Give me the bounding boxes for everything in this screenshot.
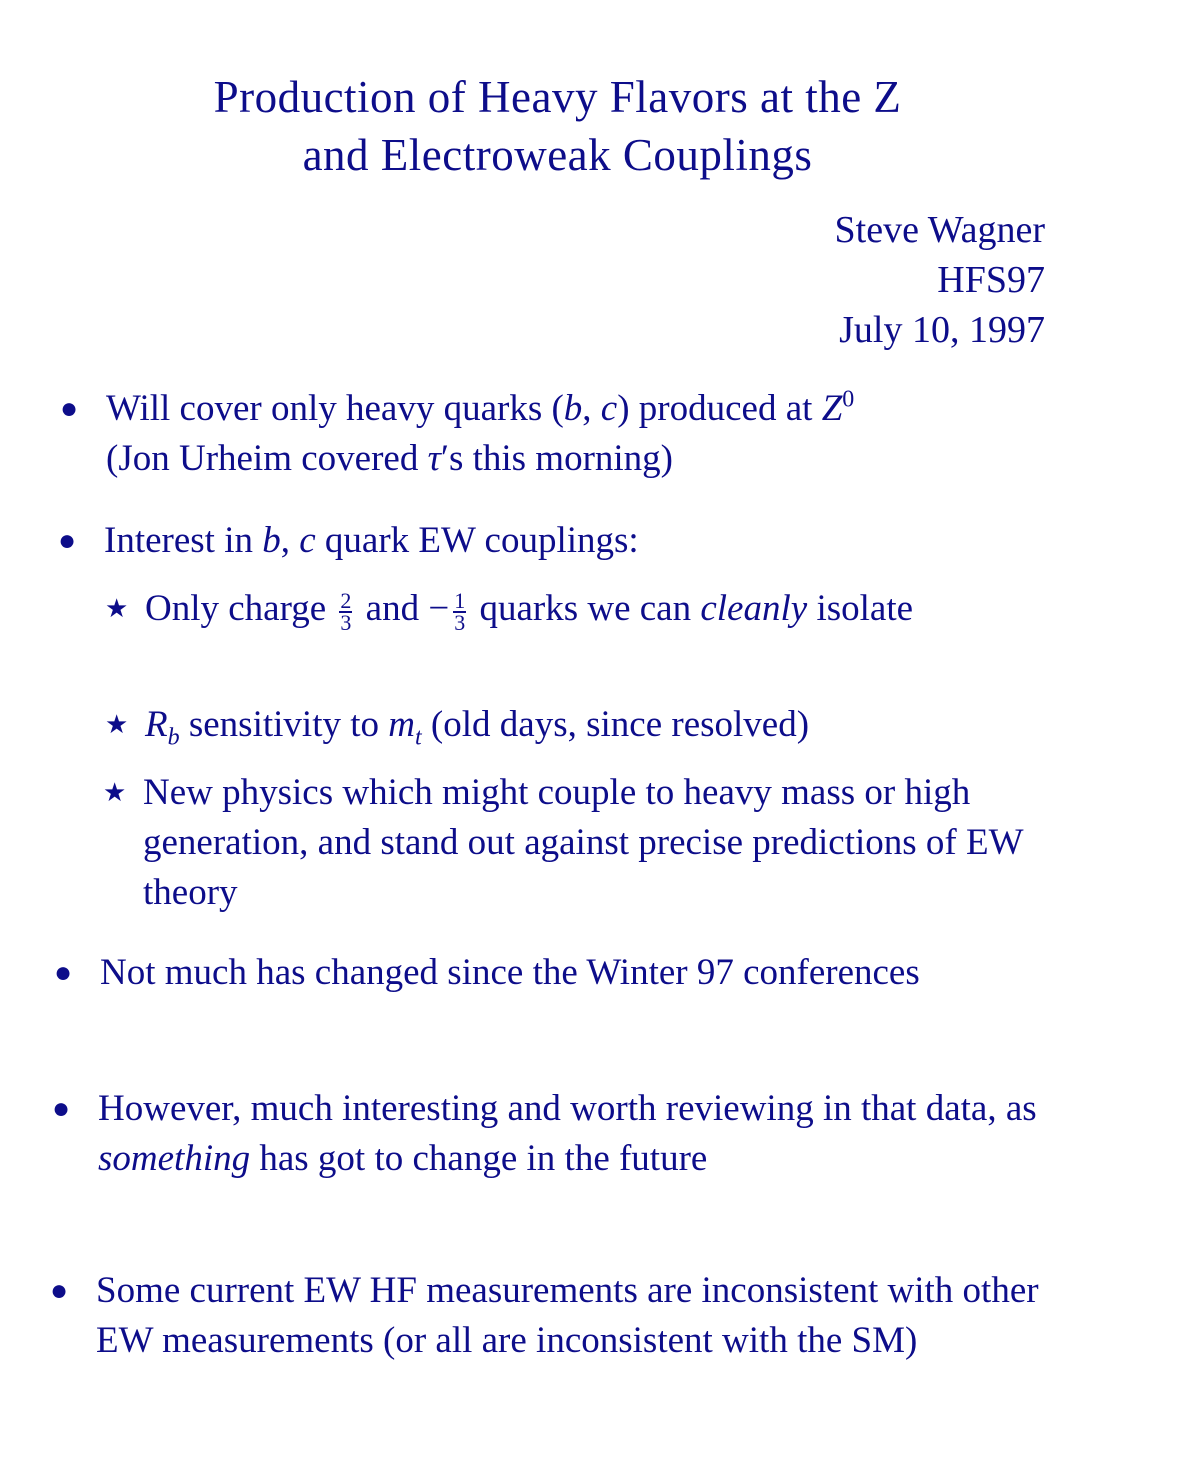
bullet-text: ) produced at	[617, 388, 822, 429]
math-m: m	[388, 704, 415, 745]
bullet-text: (Jon Urheim covered	[106, 438, 428, 479]
subbullet-new-physics	[103, 768, 1048, 918]
talk-date: July 10, 1997	[839, 309, 1045, 351]
fraction-denominator: 3	[340, 609, 352, 635]
bullet-heavy-quarks	[60, 384, 1066, 484]
bullet-dot-icon: ●	[58, 524, 77, 557]
bullet-interest	[58, 516, 1064, 566]
bullet-text: However, much interesting and worth reviewing in that data, as	[98, 1088, 1037, 1129]
bullet-text: Will cover only heavy quarks (	[106, 388, 564, 429]
star-bullet-icon: ★	[105, 594, 129, 623]
author-block	[835, 205, 1045, 355]
math-c: c	[299, 520, 316, 561]
bullet-dot-icon: ●	[60, 392, 79, 425]
bullet-text: Not much has changed since the Winter 97 conferences	[100, 952, 920, 993]
fraction-denominator: 3	[454, 609, 466, 635]
math-z-superscript: 0	[842, 386, 855, 413]
subbullet-text: sensitivity to	[179, 704, 389, 745]
subbullet-text: isolate	[807, 588, 914, 629]
fraction-numerator: 2	[340, 587, 352, 613]
star-bullet-icon: ★	[105, 710, 129, 739]
title-line-1: Production of Heavy Flavors at the Z	[213, 72, 902, 122]
fraction-two-thirds	[339, 587, 352, 635]
math-z: Z	[821, 388, 843, 429]
math-comma: ,	[582, 388, 601, 429]
math-b: b	[262, 520, 281, 561]
event-name: HFS97	[937, 259, 1045, 301]
math-comma: ,	[280, 520, 300, 561]
math-c: c	[600, 388, 618, 429]
subbullet-rb	[105, 700, 1050, 751]
bullet-dot-icon: ●	[54, 956, 73, 989]
subbullet-text: and −	[356, 588, 450, 629]
bullet-not-much-changed	[54, 948, 1050, 998]
subbullet-text: Only charge	[145, 588, 336, 629]
fraction-one-third	[453, 587, 466, 635]
math-r-subscript: b	[167, 724, 180, 751]
title-line-2: and Electroweak Couplings	[302, 130, 813, 180]
math-b: b	[563, 388, 583, 429]
bullet-text: has got to change in the future	[250, 1138, 708, 1179]
bullet-inconsistent	[50, 1266, 1046, 1366]
emphasis-something: something	[98, 1138, 251, 1179]
bullet-text: Interest in	[104, 520, 263, 561]
star-bullet-icon: ★	[103, 778, 127, 807]
emphasis-cleanly: cleanly	[700, 588, 808, 629]
subbullet-text: quarks we can	[470, 588, 701, 629]
bullet-dot-icon: ●	[50, 1274, 69, 1307]
bullet-dot-icon: ●	[52, 1092, 71, 1125]
author-name: Steve Wagner	[834, 209, 1045, 251]
math-prime: ′	[440, 438, 449, 479]
bullet-however	[52, 1084, 1048, 1184]
subbullet-charge	[105, 584, 1050, 635]
subbullet-text: (old days, since resolved)	[421, 704, 810, 745]
math-m-subscript: t	[415, 724, 422, 751]
math-r: R	[145, 704, 168, 745]
subbullet-text: New physics which might couple to heavy mass or high generation, and stand out against precise predictions of EW theory	[143, 772, 1023, 913]
fraction-numerator: 1	[454, 587, 466, 613]
math-tau: τ	[427, 438, 441, 479]
bullet-text: quark EW couplings:	[315, 520, 639, 561]
bullet-text: Some current EW HF measurements are inconsistent with other EW measurements (or all are inconsistent with the SM)	[96, 1270, 1039, 1361]
slide-title	[0, 68, 1115, 184]
bullet-text: s this morning)	[448, 438, 673, 479]
